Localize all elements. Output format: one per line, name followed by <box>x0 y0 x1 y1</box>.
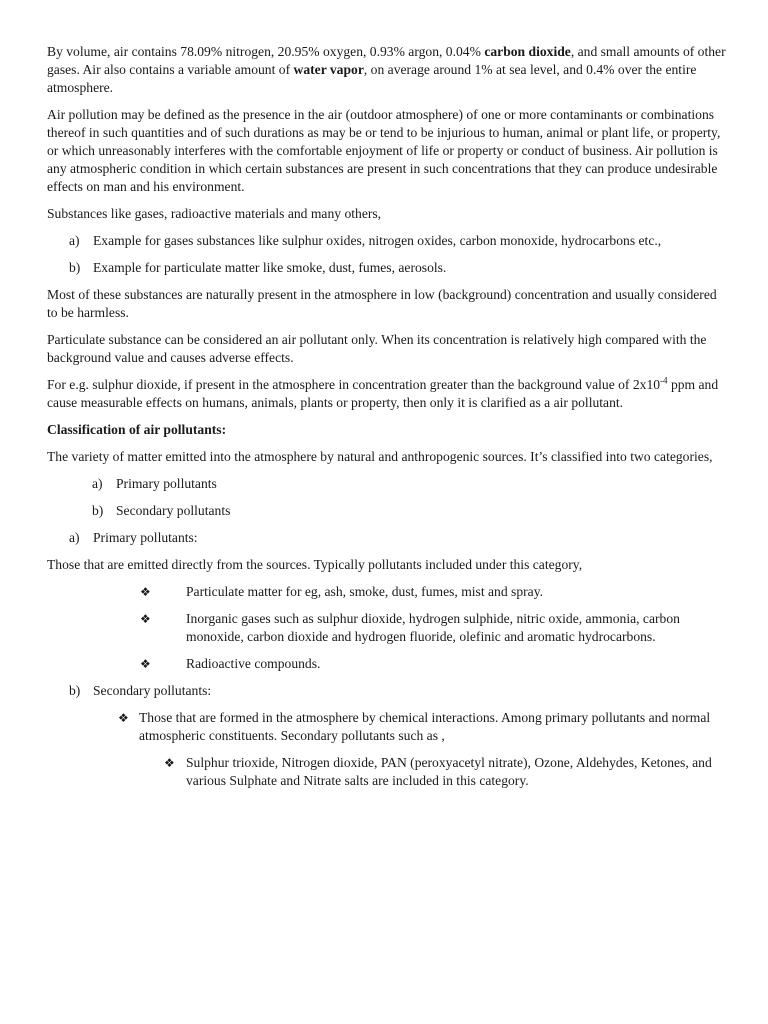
list-item-text: Secondary pollutants <box>116 503 231 518</box>
diamond-bullet-icon: ❖ <box>164 756 175 770</box>
list-item <box>47 475 727 493</box>
list-marker: b) <box>69 683 81 698</box>
subsection-title-text: Secondary pollutants: <box>93 683 212 698</box>
diamond-bullet-icon: ❖ <box>140 612 151 626</box>
list-item-text: Those that are formed in the atmosphere by chemical interactions. Among primary pollutants and normal atmospheric constituents. Secondary pollutants such as , <box>139 710 711 743</box>
document-page <box>47 43 727 799</box>
list-marker: b) <box>92 503 104 518</box>
list-marker: a) <box>92 476 103 491</box>
intro-paragraph-composition: By volume, air contains 78.09% nitrogen, 20.95% oxygen, 0.93% argon, 0.04% carbon dioxide, and small amounts of other gases. Air also contains a variable amount of water vapor, on average around 1% at sea level, and 0.4% over the entire atmosphere. <box>47 44 726 95</box>
primary-section <box>47 529 727 547</box>
list-item-text: Radioactive compounds. <box>186 656 321 671</box>
diamond-bullet-icon: ❖ <box>140 657 151 671</box>
list-item <box>47 709 727 745</box>
term-water-vapor: water vapor <box>293 62 364 77</box>
list-item <box>47 610 727 646</box>
definition-paragraph: Air pollution may be defined as the presence in the air (outdoor atmosphere) of one or more contaminants or combinations thereof in such quantities and of such durations as may be or tend to be injurious to human, animal or plant life, or property, or which unreasonably interferes with the comfortable enjoyment of life or property or conduct of business. Air pollution is any atmospheric condition in which certain substances are present in such concentrations that they can produce undesirable effects on man and his environment. <box>47 107 721 194</box>
diamond-bullet-icon: ❖ <box>118 711 129 725</box>
secondary-section <box>47 682 727 700</box>
term-carbon-dioxide: carbon dioxide <box>484 44 571 59</box>
list-item-text: Primary pollutants <box>116 476 217 491</box>
list-item <box>47 502 727 520</box>
examples-list <box>47 232 727 277</box>
list-item <box>47 259 727 277</box>
classification-intro: The variety of matter emitted into the atmosphere by natural and anthropogenic sources. It’s classified into two categories, <box>47 449 713 464</box>
exponent: -4 <box>660 375 668 386</box>
subsection-title <box>47 682 727 700</box>
secondary-subitems-list <box>47 754 727 790</box>
substances-paragraph: Substances like gases, radioactive materials and many others, <box>47 206 382 221</box>
list-item-text: Example for gases substances like sulphur oxides, nitrogen oxides, carbon monoxide, hydrocarbons etc., <box>93 233 662 248</box>
diamond-bullet-icon: ❖ <box>140 585 151 599</box>
secondary-items-list <box>47 709 727 745</box>
list-item-text: Example for particulate matter like smoke, dust, fumes, aerosols. <box>93 260 447 275</box>
primary-items-list <box>47 583 727 673</box>
subsection-title-text: Primary pollutants: <box>93 530 198 545</box>
particulate-paragraph: Particulate substance can be considered an air pollutant only. When its concentration is relatively high compared with the background value and causes adverse effects. <box>47 332 707 365</box>
categories-list <box>47 475 727 520</box>
list-item-text: Sulphur trioxide, Nitrogen dioxide, PAN (peroxyacetyl nitrate), Ozone, Aldehydes, Ketones, and various Sulphate and Nitrate salts are included in this category. <box>186 755 712 788</box>
list-marker: a) <box>69 530 80 545</box>
list-item <box>47 754 727 790</box>
list-item-text: Particulate matter for eg, ash, smoke, dust, fumes, mist and spray. <box>186 584 544 599</box>
list-marker: a) <box>69 233 80 248</box>
list-marker: b) <box>69 260 81 275</box>
subsection-title <box>47 529 727 547</box>
list-item <box>47 232 727 250</box>
list-item <box>47 583 727 601</box>
sulphur-dioxide-paragraph: For e.g. sulphur dioxide, if present in the atmosphere in concentration greater than the background value of $2x10^{-4}$ ppm and cause measurable effects on humans, animals, plants or property, then only it is clarified as a air pollutant. <box>47 375 719 410</box>
list-item <box>47 655 727 673</box>
section-heading: Classification of air pollutants: <box>47 422 227 437</box>
background-paragraph: Most of these substances are naturally present in the atmosphere in low (background) concentration and usually considered to be harmless. <box>47 287 717 320</box>
list-item-text: Inorganic gases such as sulphur dioxide, hydrogen sulphide, nitric oxide, ammonia, carbon monoxide, carbon dioxide and hydrogen fluoride, olefinic and aromatic hydrocarbons. <box>186 611 680 644</box>
primary-intro: Those that are emitted directly from the sources. Typically pollutants included under this category, <box>47 557 583 572</box>
